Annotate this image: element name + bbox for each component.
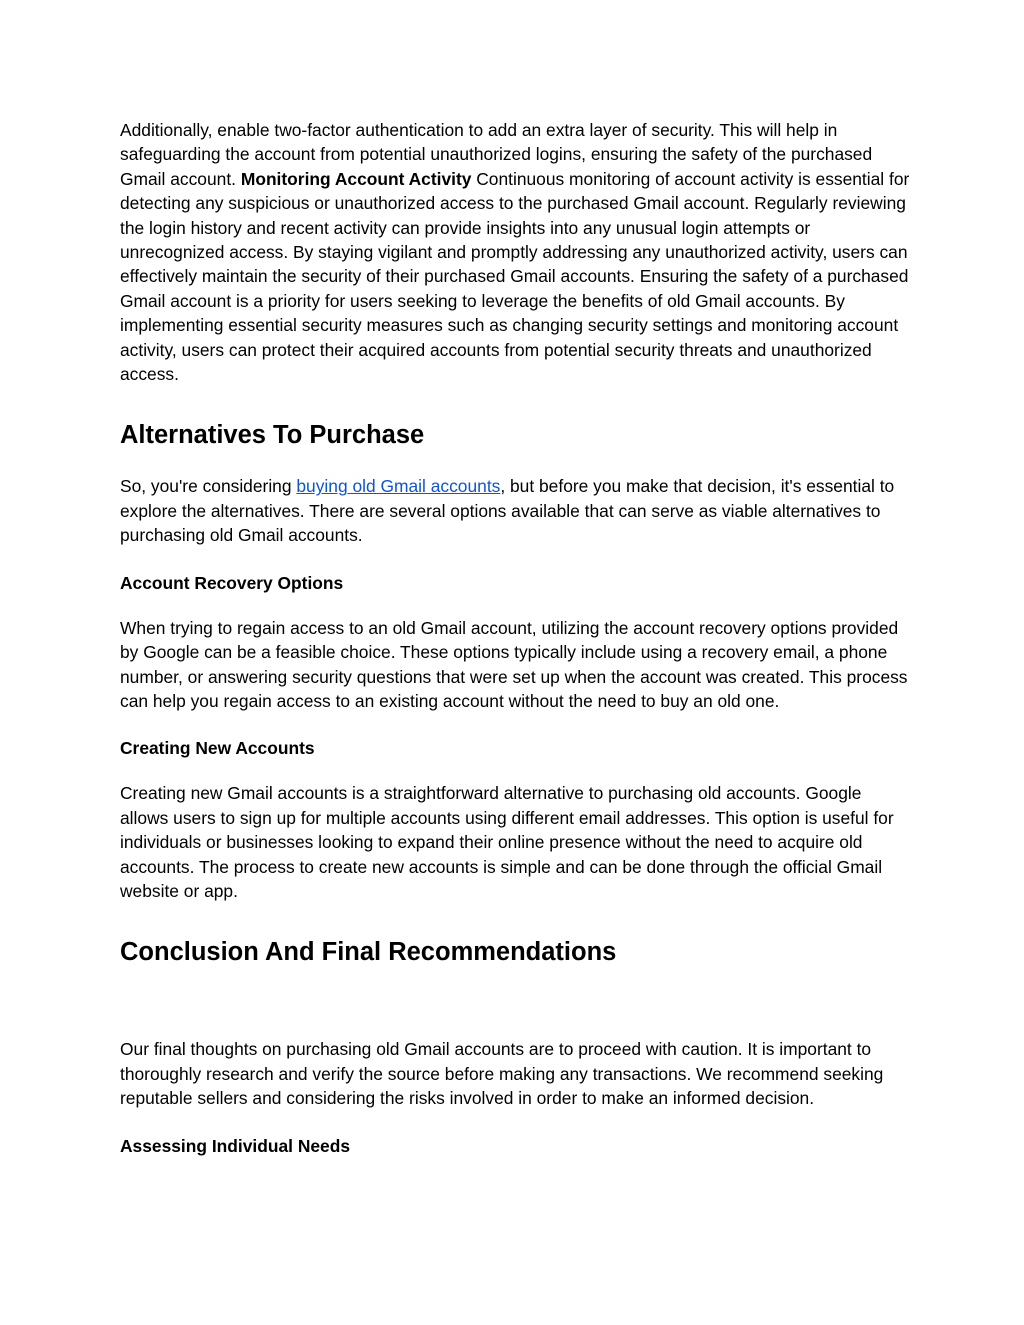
alternatives-text-end: , but before you make that decision, it's essential to explore the alternatives. There are several options available that can serve as viable alternatives to purchasing old Gmail accounts.: [120, 476, 895, 546]
alternatives-paragraph: [120, 474, 910, 547]
alternatives-text-start: So, you're considering: [120, 476, 297, 497]
intro-text-end: Continuous monitoring of account activity is essential for detecting any suspicious or unauthorized access to the purchased Gmail account. Regularly reviewing the login history and recent activity can provide insights into any unusual login attempts or unrecognized access. By staying vigilant and promptly addressing any unauthorized activity, users can effectively maintain the security of their purchased Gmail accounts. Ensuring the safety of a purchased Gmail account is a priority for users seeking to leverage the benefits of old Gmail accounts. By implementing essential security measures such as changing security settings and monitoring account activity, users can protect their acquired accounts from potential security threats and unauthorized access.: [120, 168, 910, 385]
assessing-needs-heading: Assessing Individual Needs: [120, 1135, 351, 1156]
conclusion-heading: Conclusion And Final Recommendations: [120, 938, 617, 967]
account-recovery-heading: Account Recovery Options: [120, 572, 344, 593]
monitoring-account-activity-label: Monitoring Account Activity: [240, 168, 472, 189]
alternatives-heading: Alternatives To Purchase: [120, 421, 425, 450]
document-page: [120, 118, 910, 1158]
conclusion-paragraph: Our final thoughts on purchasing old Gmail accounts are to proceed with caution. It is important to thoroughly research and verify the source before making any transactions. We recommend seeking reputable sellers and considering the risks involved in order to make an informed decision.: [120, 1039, 884, 1109]
buying-old-gmail-accounts-link[interactable]: buying old Gmail accounts: [296, 476, 501, 497]
creating-new-accounts-paragraph: Creating new Gmail accounts is a straightforward alternative to purchasing old accounts. Google allows users to sign up for multiple accounts using different email addresses. This option is useful for individuals or businesses looking to expand their online presence without the need to acquire old accounts. The process to create new accounts is simple and can be done through the official Gmail website or app.: [120, 783, 894, 901]
intro-paragraph: [120, 118, 910, 386]
intro-text-start: Additionally, enable two-factor authentication to add an extra layer of security. This will help in safeguarding the account from potential unauthorized logins, ensuring the safety of the purchased Gmail account.: [120, 120, 873, 189]
account-recovery-paragraph: When trying to regain access to an old Gmail account, utilizing the account recovery options provided by Google can be a feasible choice. These options typically include using a recovery email, a phone number, or answering security questions that were set up when the account was created. This process can help you regain access to an existing account without the need to buy an old one.: [120, 617, 908, 711]
creating-new-accounts-heading: Creating New Accounts: [120, 738, 315, 759]
